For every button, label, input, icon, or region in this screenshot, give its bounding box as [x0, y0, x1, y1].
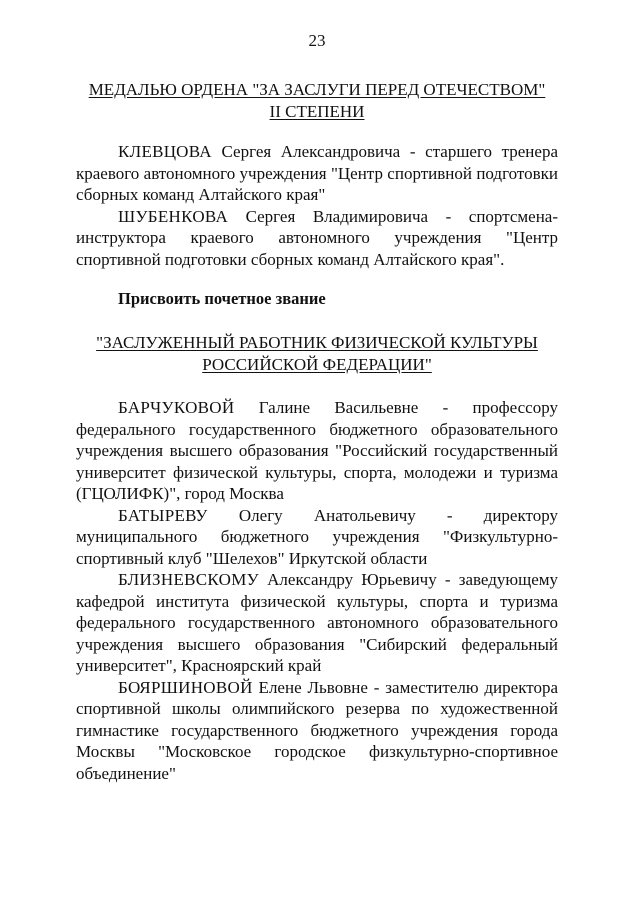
recipient-surname: БОЯРШИНОВОЙ — [118, 677, 253, 697]
document-page — [76, 0, 558, 905]
recipient-surname: БАТЫРЕВУ — [118, 505, 208, 525]
recipient-surname: БЛИЗНЕВСКОМУ — [118, 570, 259, 589]
recipient-surname: БАРЧУКОВОЙ — [118, 398, 235, 417]
recipient-entry — [76, 206, 558, 271]
title-recipients-list — [76, 397, 558, 784]
medal-recipients-list — [76, 141, 558, 270]
medal-section-heading — [76, 79, 558, 122]
recipient-details: Олегу Анатольевичу - директору муниципального бюджетного учреждения "Физкультурно-спортивный клуб "Шелехов" Иркутской области — [76, 505, 558, 568]
recipient-entry — [76, 141, 558, 206]
recipient-entry — [76, 397, 558, 505]
recipient-details: Галине Васильевне - профессору федерального государственного бюджетного образовательного учреждения высшего образования "Российский государственный университет физической культуры, спорта, молодежи и туризма (ГЦОЛИФК)", город Москва — [76, 398, 558, 503]
page-number: 23 — [308, 31, 326, 50]
recipient-surname: КЛЕВЦОВА — [118, 142, 212, 161]
recipient-details: Сергея Владимировича - спортсмена-инструктора краевого автономного учреждения "Центр спортивной подготовки сборных команд Алтайского края". — [76, 206, 558, 269]
medal-heading-line-2: II СТЕПЕНИ — [269, 101, 365, 121]
title-section-heading — [76, 332, 558, 375]
recipient-details: Елене Львовне - заместителю директора спортивной школы олимпийского резерва по художественной гимнастике государственного бюджетного учреждения города Москвы "Московское городское физкультурно-спортивное объединение" — [76, 677, 558, 783]
medal-heading-line-1: МЕДАЛЬЮ ОРДЕНА "ЗА ЗАСЛУГИ ПЕРЕД ОТЕЧЕСТВОМ" — [88, 80, 546, 99]
title-heading-line-2: РОССИЙСКОЙ ФЕДЕРАЦИИ" — [202, 354, 432, 374]
recipient-entry — [76, 569, 558, 677]
title-heading-line-1: "ЗАСЛУЖЕННЫЙ РАБОТНИК ФИЗИЧЕСКОЙ КУЛЬТУРЫ — [96, 333, 538, 352]
recipient-entry — [76, 677, 558, 785]
assign-title-label: Присвоить почетное звание — [118, 289, 326, 308]
recipient-details: Сергея Александровича - старшего тренера краевого автономного учреждения "Центр спортивной подготовки сборных команд Алтайского края" — [76, 142, 558, 204]
recipient-details: Александру Юрьевичу - заведующему кафедрой института физической культуры, спорта и туризма федерального государственного автономного образовательного учреждения высшего образования "Сибирский федеральный университет", Красноярский край — [76, 570, 558, 675]
recipient-surname: ШУБЕНКОВА — [118, 206, 229, 226]
recipient-entry — [76, 505, 558, 570]
